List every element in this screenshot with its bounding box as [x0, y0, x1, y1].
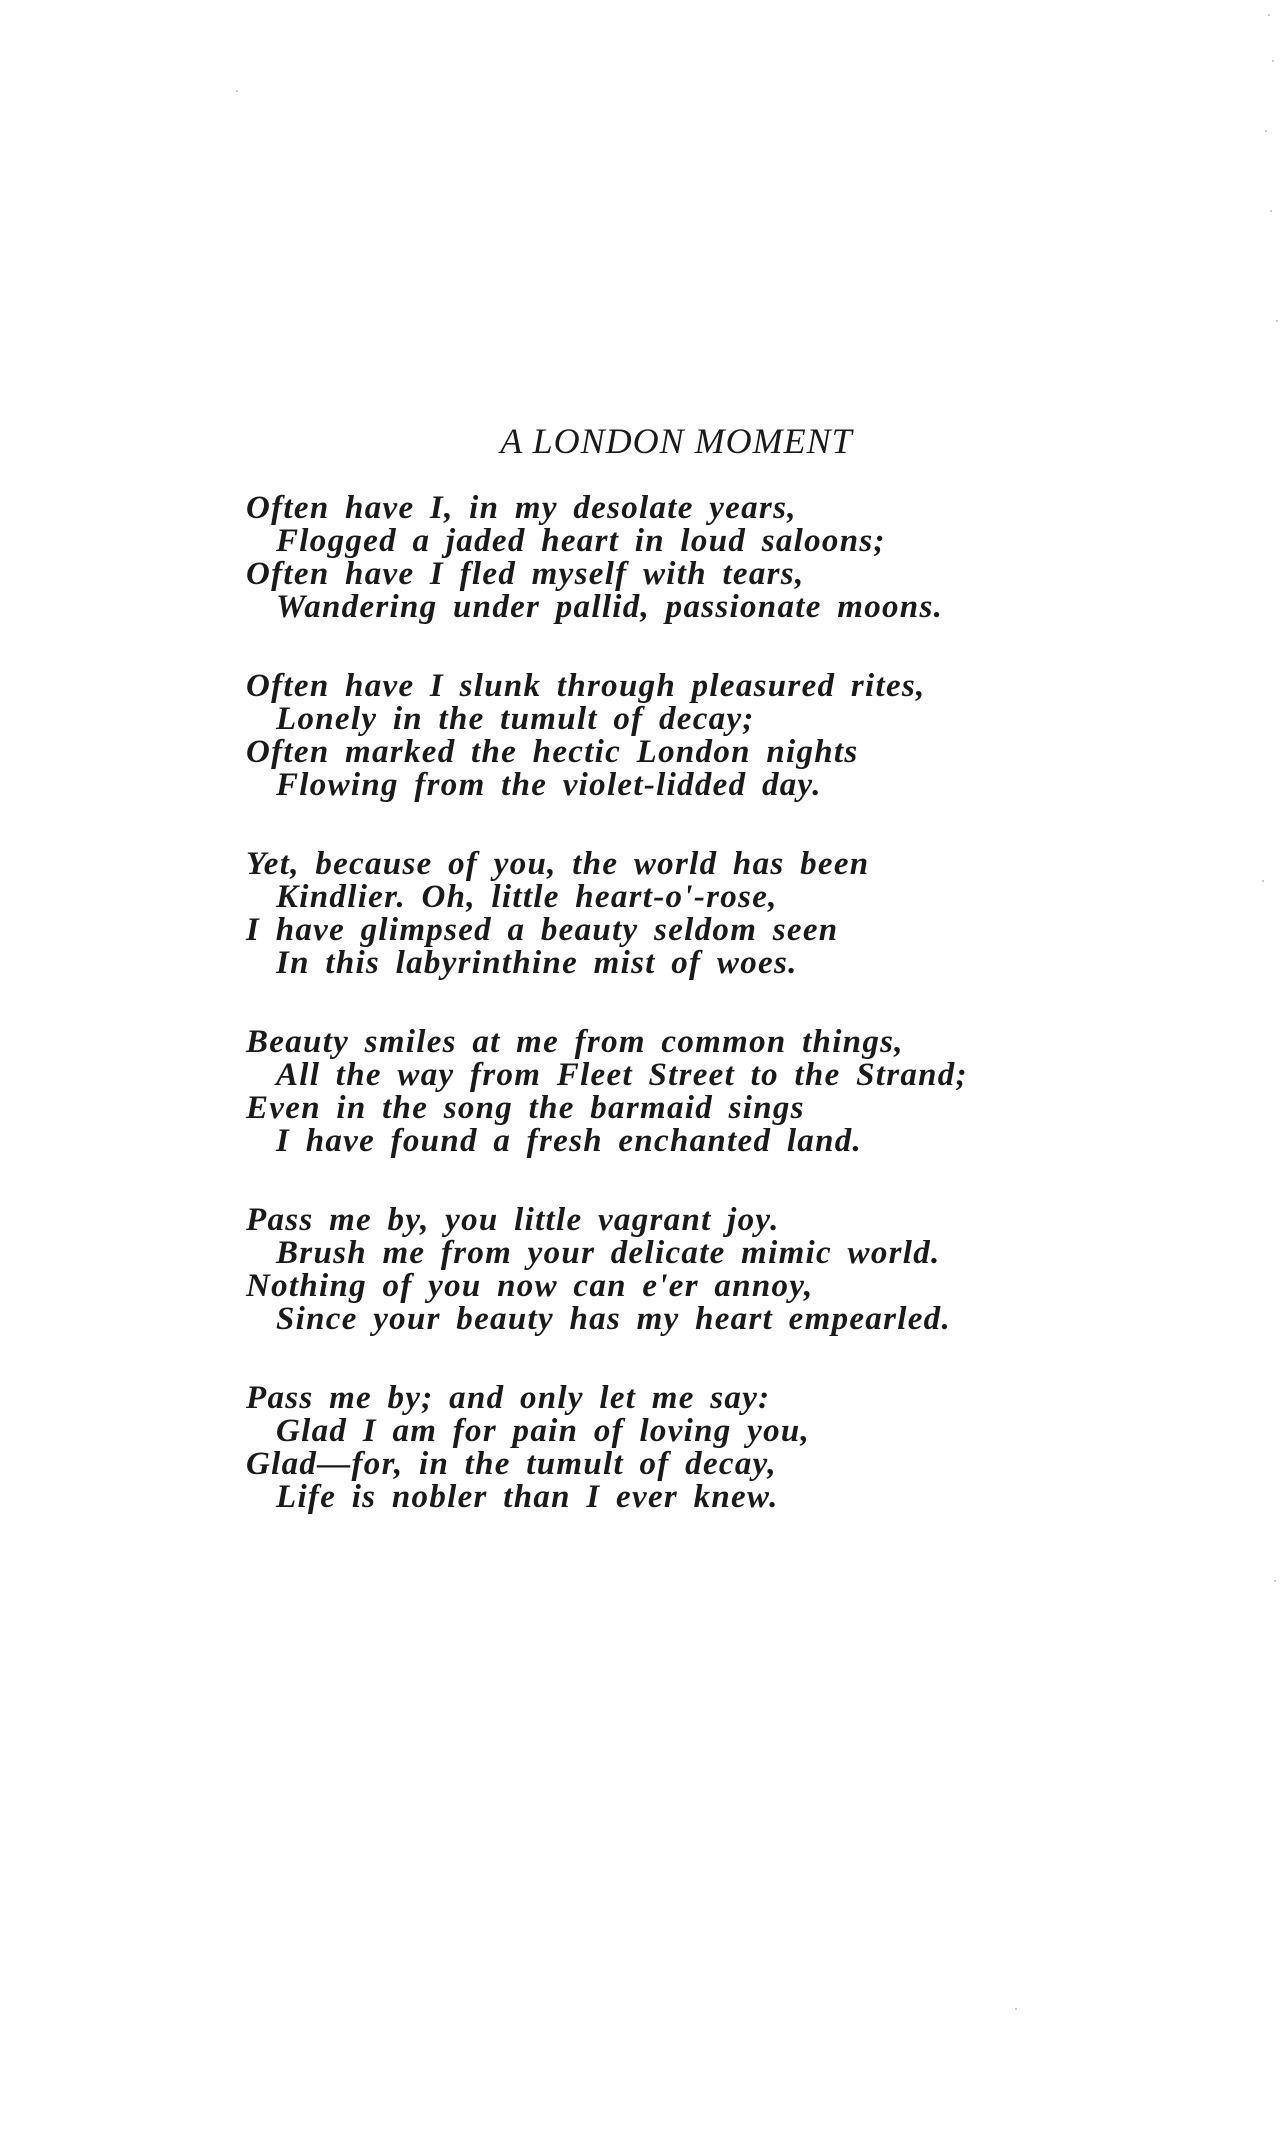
poem-line: Lonely in the tumult of decay;	[276, 701, 755, 737]
poem-line: Beauty smiles at me from common things,	[246, 1024, 904, 1060]
poem-line: Flogged a jaded heart in loud saloons;	[276, 523, 886, 559]
scan-speck	[1276, 320, 1278, 322]
poem-title: A LONDON MOMENT	[500, 421, 853, 461]
poem-line: I have glimpsed a beauty seldom seen	[246, 912, 839, 948]
scan-speck	[1265, 130, 1267, 132]
stanza-6	[246, 1382, 1146, 1514]
poem-line: Glad—for, in the tumult of decay,	[246, 1446, 777, 1482]
poem-line: Often marked the hectic London nights	[246, 734, 859, 770]
scan-speck	[1262, 880, 1264, 882]
poem-line: Flowing from the violet-lidded day.	[276, 767, 822, 803]
stanza-3	[246, 848, 1146, 980]
poem-line: Glad I am for pain of loving you,	[276, 1413, 811, 1449]
poem-line: I have found a fresh enchanted land.	[276, 1123, 863, 1159]
poem-body	[246, 492, 1146, 1560]
poem-line: Life is nobler than I ever knew.	[276, 1479, 779, 1515]
poem-line: Yet, because of you, the world has been	[246, 846, 870, 882]
scan-speck	[1268, 14, 1270, 16]
scan-speck	[1015, 2008, 1017, 2010]
stanza-1	[246, 492, 1146, 624]
scan-speck	[1274, 1580, 1276, 1582]
poem-line: All the way from Fleet Street to the Strand;	[276, 1057, 968, 1093]
stanza-2	[246, 670, 1146, 802]
poem-line: Pass me by, you little vagrant joy.	[246, 1202, 780, 1238]
scan-speck	[1270, 210, 1272, 212]
poem-line: Even in the song the barmaid sings	[246, 1090, 805, 1126]
poem-line: Often have I slunk through pleasured rites,	[246, 668, 926, 704]
poem-line: In this labyrinthine mist of woes.	[276, 945, 798, 981]
poem-line: Often have I fled myself with tears,	[246, 556, 805, 592]
poem-line: Pass me by; and only let me say:	[246, 1380, 771, 1416]
poem-line: Kindlier. Oh, little heart-o'-rose,	[276, 879, 778, 915]
stanza-5	[246, 1204, 1146, 1336]
poem-line: Since your beauty has my heart empearled.	[276, 1301, 952, 1337]
poem-line: Often have I, in my desolate years,	[246, 490, 797, 526]
poem-line: Wandering under pallid, passionate moons.	[276, 589, 944, 625]
poem-line: Brush me from your delicate mimic world.	[276, 1235, 941, 1271]
scan-speck	[236, 90, 238, 92]
poem-line: Nothing of you now can e'er annoy,	[246, 1268, 814, 1304]
stanza-4	[246, 1026, 1146, 1158]
scan-speck	[1272, 60, 1274, 62]
